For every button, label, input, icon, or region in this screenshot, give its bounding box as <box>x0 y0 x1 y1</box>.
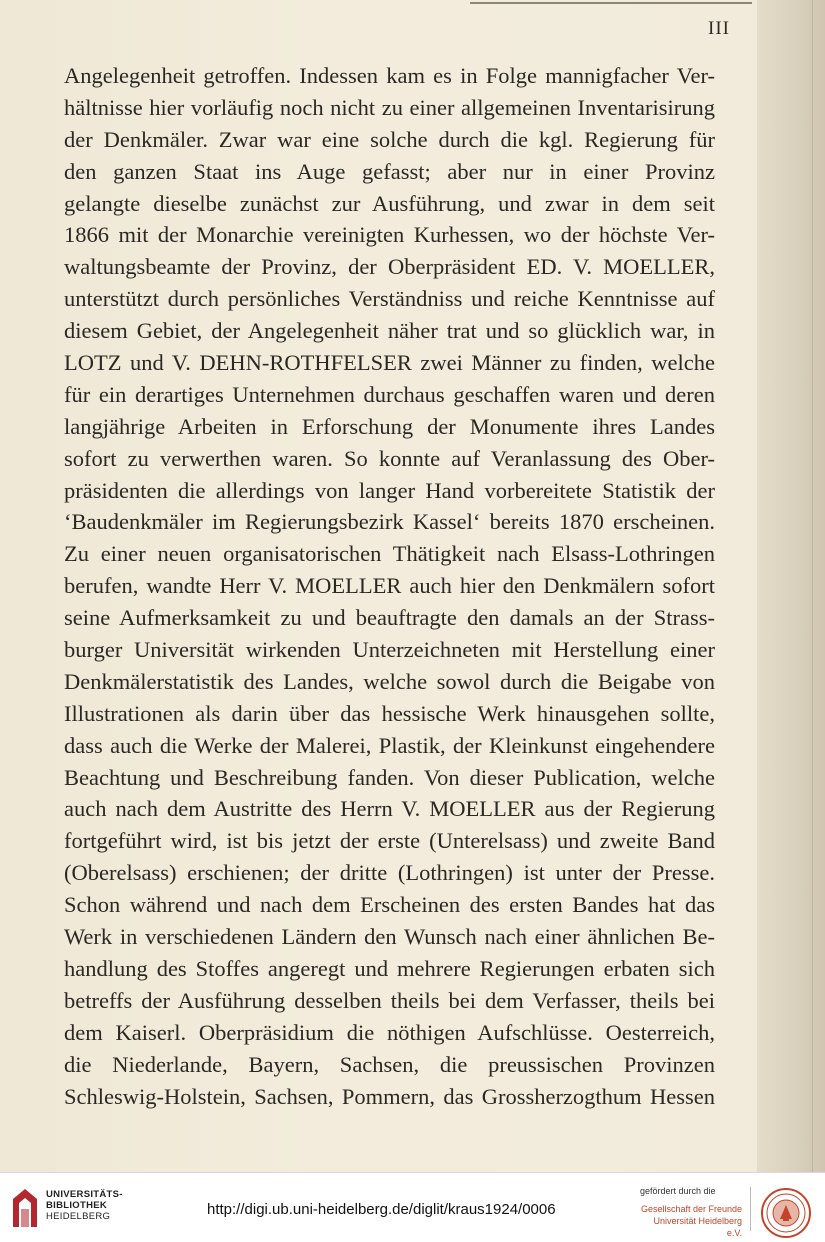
text-line: für ein derartiges Unternehmen durchaus geschaffen waren und deren <box>64 381 715 407</box>
text-line: dem Kaiserl. Oberpräsidium die nöthigen Aufschlüsse. Oesterreich, <box>64 1019 715 1045</box>
text-line: handlung des Stoffes angeregt und mehrere Regierungen erbaten sich <box>64 955 715 981</box>
society-name-line2: Universität Heidelberg e.V. <box>653 1216 742 1238</box>
text-line: unterstützt durch persönliches Verständniss und reiche Kenntnisse auf <box>64 286 715 312</box>
text-line: waltungsbeamte der Provinz, der Oberpräsident ED. V. MOELLER, <box>64 254 715 280</box>
library-name-line1: UNIVERSITÄTS- <box>46 1189 123 1200</box>
page-number: III <box>708 18 730 39</box>
library-name-line2: BIBLIOTHEK <box>46 1200 108 1211</box>
text-line: Illustrationen als darin über das hessische Werk hinausgehen sollte, <box>64 700 715 726</box>
library-name[interactable] <box>46 1189 123 1222</box>
text-line: Schon während und nach dem Erscheinen des ersten Bandes hat das <box>64 892 715 918</box>
text-line: berufen, wandte Herr V. MOELLER auch hier den Denkmälern sofort <box>64 573 715 599</box>
university-library-logo-icon[interactable] <box>10 1187 40 1229</box>
top-rule <box>470 2 752 4</box>
text-line: Schleswig-Holstein, Sachsen, Pommern, das Grossherzogthum Hessen <box>64 1083 715 1109</box>
text-line: LOTZ und V. DEHN-ROTHFELSER zwei Männer zu finden, welche <box>64 350 715 376</box>
text-line: Beachtung und Beschreibung fanden. Von dieser Publication, welche <box>64 764 715 790</box>
text-line: betreffs der Ausführung desselben theils bei dem Verfasser, theils bei <box>64 987 715 1013</box>
text-line: gelangte dieselbe zunächst zur Ausführung, und zwar in dem seit <box>64 190 715 216</box>
permalink-url[interactable]: http://digi.ub.uni-heidelberg.de/diglit/kraus1924/0006 <box>207 1201 556 1218</box>
text-line: hältnisse hier vorläufig noch nicht zu einer allgemeinen Inventarisirung <box>64 94 715 120</box>
society-name[interactable] <box>640 1203 742 1239</box>
page-edge-line <box>812 0 813 1172</box>
text-line: ‘Baudenkmäler im Regierungsbezirk Kassel‘ bereits 1870 erscheinen. <box>64 509 715 535</box>
text-line: seine Aufmerksamkeit zu und beauftragte den damals an der Strass- <box>64 605 715 631</box>
text-line: auch nach dem Austritte des Herrn V. MOELLER aus der Regierung <box>64 796 715 822</box>
text-line: Angelegenheit getroffen. Indessen kam es in Folge mannigfacher Ver- <box>64 63 715 88</box>
society-name-line1: Gesellschaft der Freunde <box>640 1204 742 1214</box>
page-edge-shadow <box>757 0 825 1172</box>
text-line: langjährige Arbeiten in Erforschung der Monumente ihres Landes <box>64 413 715 439</box>
text-line: dass auch die Werke der Malerei, Plastik, der Kleinkunst eingehendere <box>64 732 715 758</box>
text-line: Werk in verschiedenen Ländern den Wunsch nach einer ähnlichen Be- <box>64 924 715 950</box>
text-line: (Oberelsass) erschienen; der dritte (Lothringen) ist unter der Presse. <box>64 860 715 886</box>
text-line: Zu einer neuen organisatorischen Thätigkeit nach Elsass-Lothringen <box>64 541 715 567</box>
body-text <box>64 60 715 1112</box>
library-name-line3: HEIDELBERG <box>46 1211 111 1222</box>
text-line: präsidenten die allerdings von langer Hand vorbereitete Statistik der <box>64 477 715 503</box>
footer-bar <box>0 1172 825 1242</box>
supported-by-label: gefördert durch die <box>640 1186 716 1196</box>
text-line: Denkmälerstatistik des Landes, welche sowol durch die Beigabe von <box>64 668 715 694</box>
footer-divider <box>750 1187 751 1231</box>
university-seal-icon[interactable] <box>760 1187 812 1239</box>
text-line: 1866 mit der Monarchie vereinigten Kurhessen, wo der höchste Ver- <box>64 222 715 248</box>
text-line: sofort zu verwerthen waren. So konnte auf Veranlassung des Ober- <box>64 445 715 471</box>
text-line: fortgeführt wird, ist bis jetzt der erste (Unterelsass) und zweite Band <box>64 828 715 854</box>
text-line: die Niederlande, Bayern, Sachsen, die preussischen Provinzen <box>64 1051 715 1077</box>
text-line: burger Universität wirkenden Unterzeichneten mit Herstellung einer <box>64 637 715 663</box>
text-line: der Denkmäler. Zwar war eine solche durch die kgl. Regierung für <box>64 126 715 152</box>
text-line: den ganzen Staat ins Auge gefasst; aber nur in einer Provinz <box>64 158 715 184</box>
text-line: diesem Gebiet, der Angelegenheit näher trat und so glücklich war, in <box>64 318 715 344</box>
